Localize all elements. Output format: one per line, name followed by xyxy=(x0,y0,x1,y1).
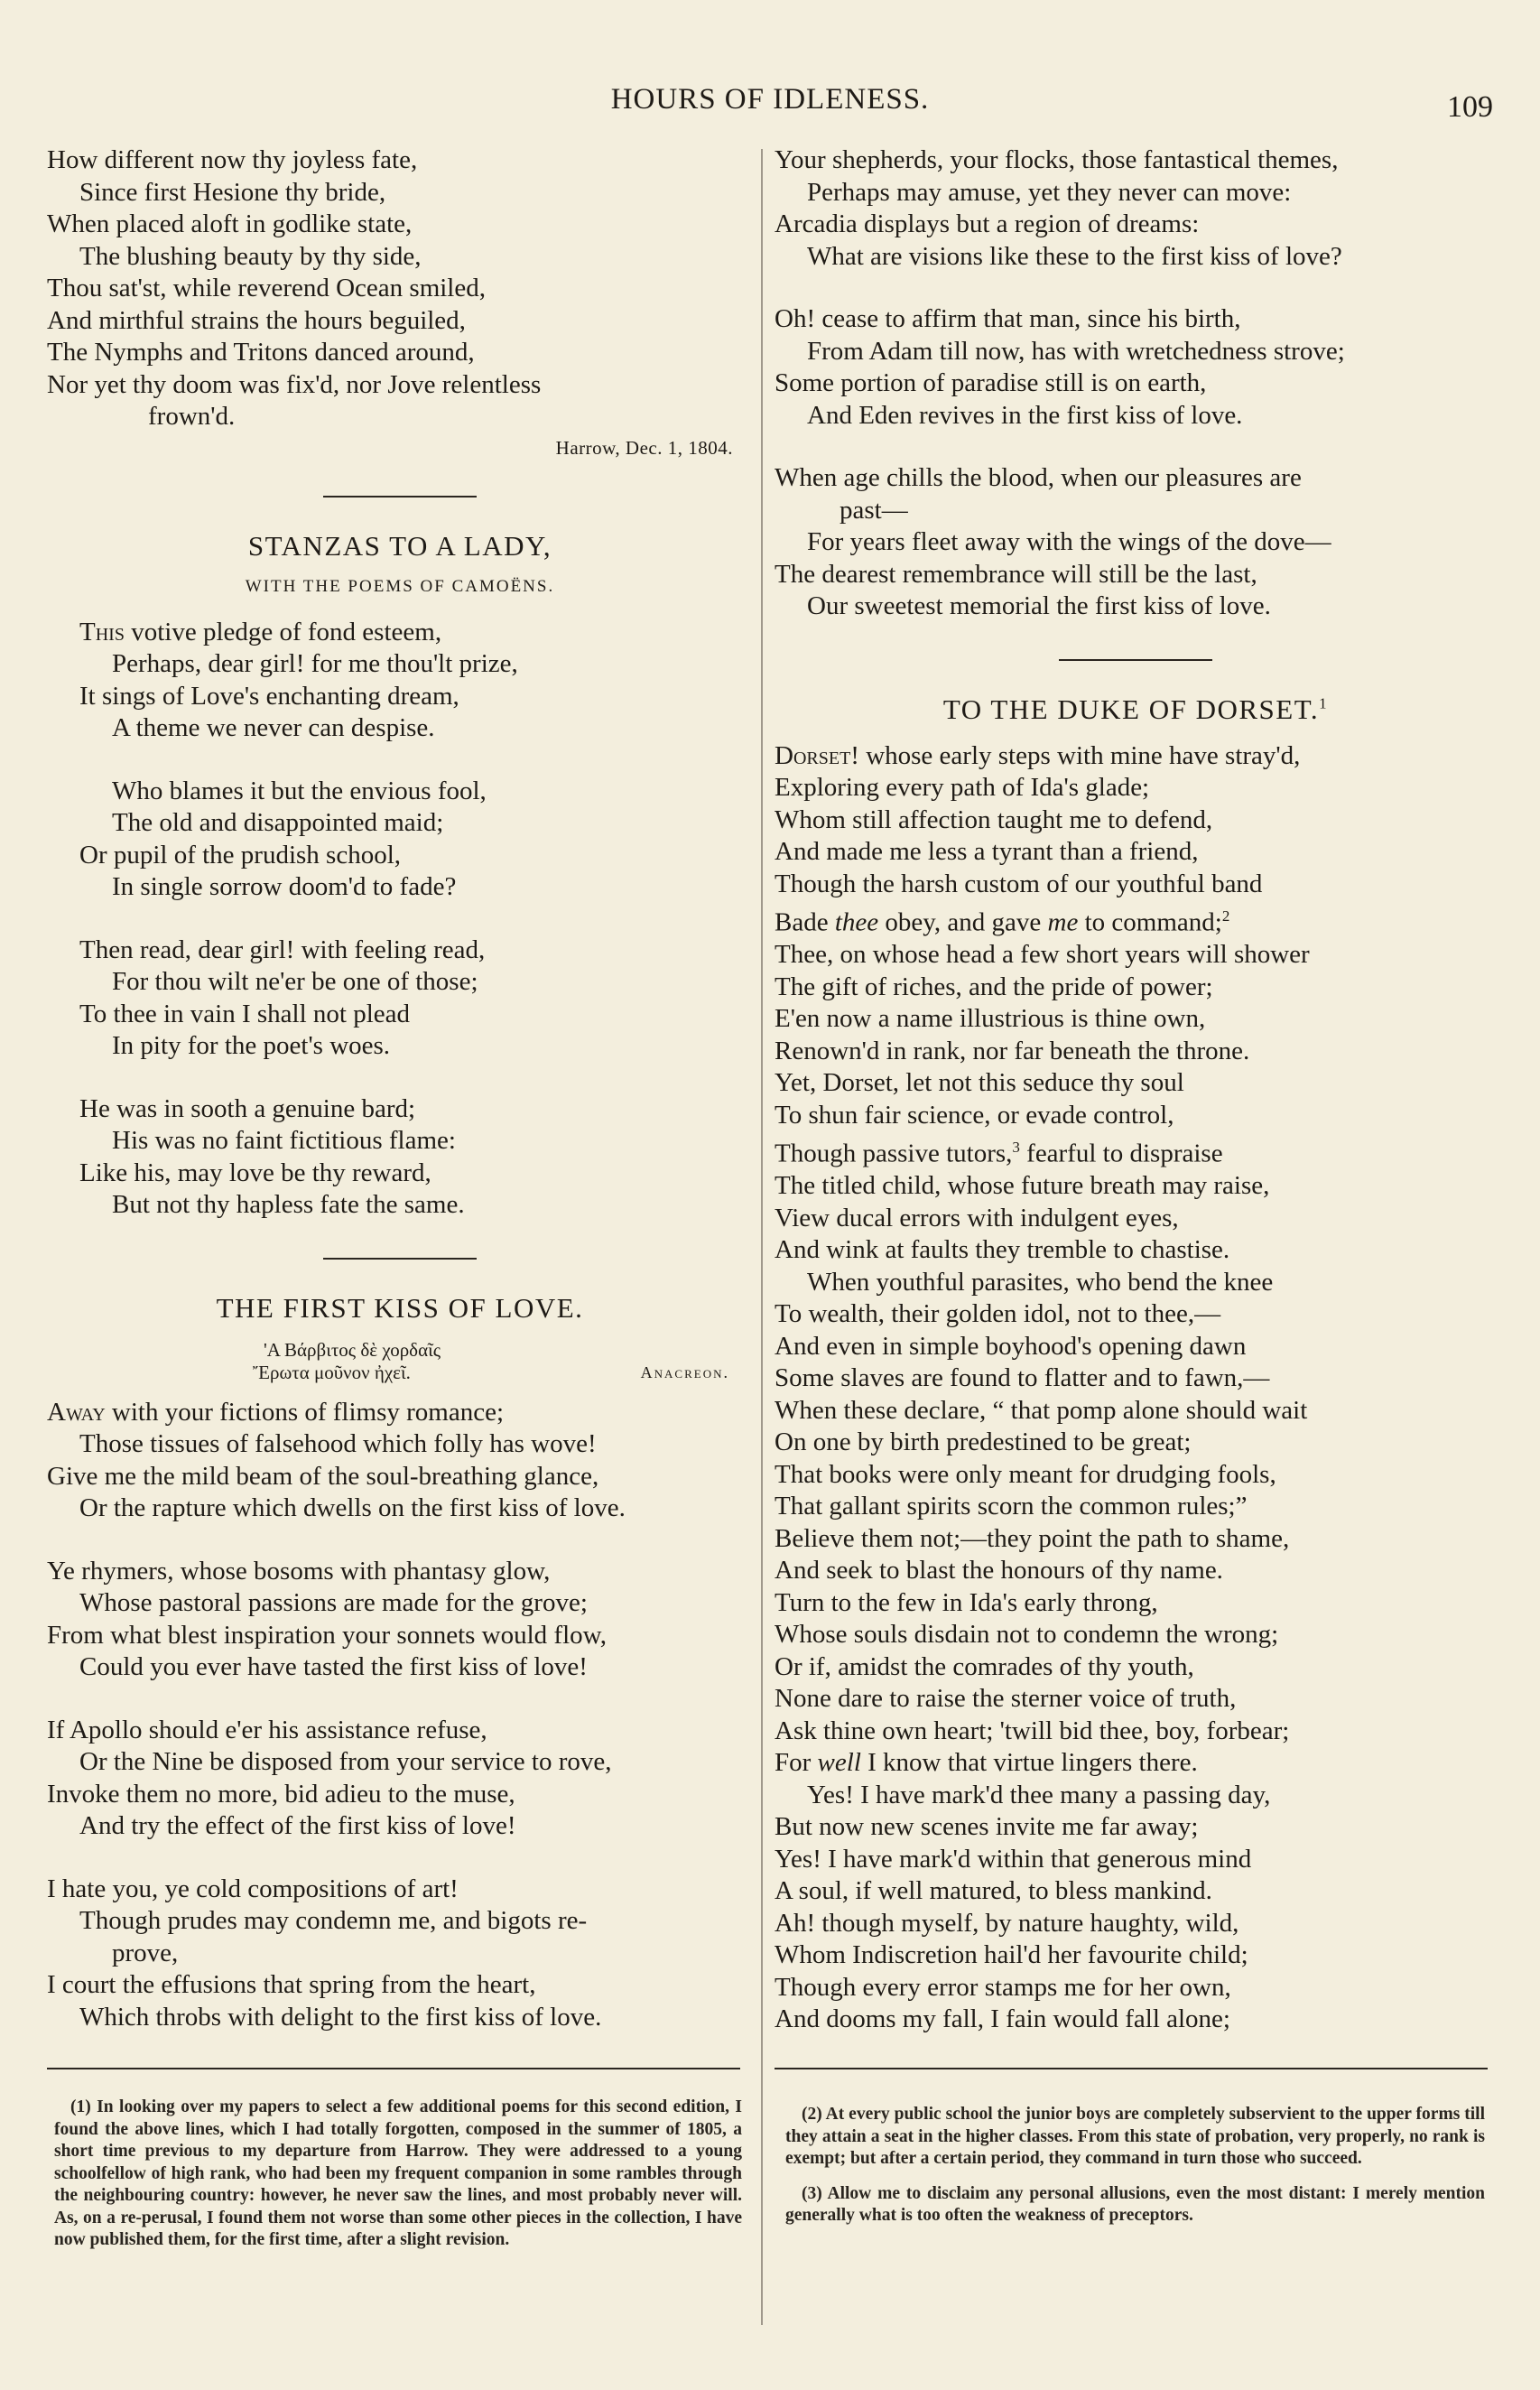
verse-line: And even in simple boyhood's opening dawn xyxy=(775,1331,1247,1361)
verse-line: In pity for the poet's woes. xyxy=(112,1031,391,1060)
verse-line: A theme we never can despise. xyxy=(112,713,435,742)
verse-line: Your shepherds, your flocks, those fantastical themes, xyxy=(775,145,1339,174)
verse-line: I court the effusions that spring from the heart, xyxy=(47,1970,536,1999)
verse-line: Those tissues of falsehood which folly has wove! xyxy=(79,1429,597,1458)
verse-line: Our sweetest memorial the first kiss of love. xyxy=(807,591,1271,620)
verse-line: Dorset! whose early steps with mine have stray'd, xyxy=(775,740,1301,770)
verse-line: Whom still affection taught me to defend, xyxy=(775,804,1213,834)
column-divider xyxy=(761,149,763,2325)
verse-line: Some portion of paradise still is on earth, xyxy=(775,368,1207,397)
footnote-ref: 1 xyxy=(1319,694,1329,712)
initial-word: This xyxy=(79,617,125,646)
verse-line: Whose pastoral passions are made for the grove; xyxy=(79,1588,588,1617)
verse-line: But not thy hapless fate the same. xyxy=(112,1190,465,1219)
verse-line: Bade thee obey, and gave me to command;$^2$ xyxy=(775,907,1230,937)
footnotes-right xyxy=(785,2104,1485,2240)
verse-line: Give me the mild beam of the soul-breathing glance, xyxy=(47,1461,599,1491)
right-column xyxy=(775,144,1497,2036)
verse-line: How different now thy joyless fate, xyxy=(47,145,418,174)
poem-title: THE FIRST KISS OF LOVE. xyxy=(216,1291,584,1324)
verse-line: Thee, on whose head a few short years will shower xyxy=(775,940,1310,970)
verse-line: When youthful parasites, who bend the knee xyxy=(807,1267,1274,1297)
verse-line: Though passive tutors,$^3$ fearful to dispraise xyxy=(775,1139,1223,1168)
verse-line: frown'd. xyxy=(148,402,236,431)
verse-line: When age chills the blood, when our pleasures are xyxy=(775,463,1302,492)
verse-line: Exploring every path of Ida's glade; xyxy=(775,773,1150,802)
verse-line: Or pupil of the prudish school, xyxy=(79,840,402,870)
verse-line: And mirthful strains the hours beguiled, xyxy=(47,305,466,335)
verse-line: From Adam till now, has with wretchedness strove; xyxy=(807,336,1345,366)
verse-line: The titled child, whose future breath may raise, xyxy=(775,1171,1270,1201)
poem-to-the-duke-of-dorset xyxy=(775,693,1497,2036)
verse-line: When placed aloft in godlike state, xyxy=(47,209,413,238)
footnote-1 xyxy=(54,2097,742,2264)
verse-line: He was in sooth a genuine bard; xyxy=(79,1093,416,1123)
verse-line: Though the harsh custom of our youthful band xyxy=(775,869,1263,898)
verse-line: Ye rhymers, whose bosoms with phantasy glow, xyxy=(47,1556,551,1586)
verse-line: Yes! I have mark'd within that generous mind xyxy=(775,1844,1252,1874)
place-date: Harrow, Dec. 1, 1804. xyxy=(555,436,733,459)
verse-line: That gallant spirits scorn the common rules;” xyxy=(775,1492,1248,1521)
footnote-2: (2) At every public school the junior boys are completely subservient to the upper forms till they attain a seat in the higher classes. From this state of probation, very properly, no rank is exempt; but after a certain period, they command in turn those who succeed. xyxy=(785,2105,1485,2168)
verse-line: Like his, may love be thy reward, xyxy=(79,1158,431,1187)
verse-line: To shun fair science, or evade control, xyxy=(775,1100,1174,1130)
left-column xyxy=(47,144,753,2033)
poem-fragment xyxy=(47,144,753,460)
verse-line: Nor yet thy doom was fix'd, nor Jove relentless xyxy=(47,369,542,399)
verse-line: Though every error stamps me for her own, xyxy=(775,1972,1231,2002)
verse-line: For thou wilt ne'er be one of those; xyxy=(112,967,478,996)
verse-line: For years fleet away with the wings of the dove— xyxy=(807,527,1331,556)
verse-line: Renown'd in rank, nor far beneath the throne. xyxy=(775,1036,1250,1065)
page-number: 109 xyxy=(1447,90,1493,124)
section-separator xyxy=(1059,659,1212,661)
verse-line: Yet, Dorset, let not this seduce thy soul xyxy=(775,1068,1184,1098)
verse-line: Thou sat'st, while reverend Ocean smiled, xyxy=(47,274,486,302)
verse-line: Oh! cease to affirm that man, since his birth, xyxy=(775,304,1241,333)
verse-line: prove, xyxy=(112,1938,179,1967)
verse-line: For well I know that virtue lingers there. xyxy=(775,1748,1198,1778)
verse-line: It sings of Love's enchanting dream, xyxy=(79,681,459,711)
verse-line: Ask thine own heart; 'twill bid thee, boy, forbear; xyxy=(775,1716,1290,1745)
verse-line: past— xyxy=(840,495,908,525)
verse-line: And seek to blast the honours of thy name. xyxy=(775,1556,1223,1586)
verse-line: On one by birth predestined to be great; xyxy=(775,1427,1192,1457)
initial-word: Dorset xyxy=(775,740,851,770)
verse-line: But now new scenes invite me far away; xyxy=(775,1812,1199,1842)
verse-line: The gift of riches, and the pride of power; xyxy=(775,972,1213,1001)
verse-line: To wealth, their golden idol, not to thee,— xyxy=(775,1299,1221,1329)
verse-line: From what blest inspiration your sonnets would flow, xyxy=(47,1620,607,1650)
verse-line: Perhaps, dear girl! for me thou'lt prize, xyxy=(112,649,518,678)
initial-word: Away xyxy=(47,1397,106,1427)
section-separator xyxy=(323,496,477,498)
section-separator xyxy=(323,1258,477,1260)
verse-line: Away with your fictions of flimsy romance; xyxy=(47,1397,505,1427)
verse-line: E'en now a name illustrious is thine own, xyxy=(775,1004,1206,1034)
verse-line: A soul, if well matured, to bless mankind. xyxy=(775,1876,1212,1906)
footnote-3: (3) Allow me to disclaim any personal allusions, even the most distant: I merely mention generally what is too often the weakness of preceptors. xyxy=(785,2183,1485,2225)
footnote-ref: 3 xyxy=(1012,1139,1020,1157)
verse-line: Or if, amidst the comrades of thy youth, xyxy=(775,1651,1194,1681)
poem-subtitle: WITH THE POEMS OF CAMOËNS. xyxy=(245,576,555,596)
poem-title: TO THE DUKE OF DORSET.$^1$ xyxy=(942,693,1329,725)
verse-line: Or the rapture which dwells on the first kiss of love. xyxy=(79,1493,626,1522)
verse-line: Some slaves are found to flatter and to fawn,— xyxy=(775,1363,1270,1393)
verse-line: Whom Indiscretion hail'd her favourite child; xyxy=(775,1940,1248,1970)
footnote-ref: 2 xyxy=(1221,907,1230,925)
verse-line: The old and disappointed maid; xyxy=(112,808,444,837)
verse-line: And dooms my fall, I fain would fall alone; xyxy=(775,2004,1230,2034)
epigraph-line: Ἔρωτα μοῦνον ἠχεῖ. xyxy=(253,1361,411,1383)
verse-line: When these declare, “ that pomp alone should wait xyxy=(775,1395,1308,1425)
verse-line: Whose souls disdain not to condemn the wrong; xyxy=(775,1620,1279,1650)
verse-line: Arcadia displays but a region of dreams: xyxy=(775,209,1200,238)
verse-line: And Eden revives in the first kiss of love. xyxy=(807,400,1243,430)
verse-line: The Nymphs and Tritons danced around, xyxy=(47,338,475,367)
verse-line: To thee in vain I shall not plead xyxy=(79,999,411,1028)
verse-line: Then read, dear girl! with feeling read, xyxy=(79,935,486,964)
poem-first-kiss-of-love xyxy=(47,1292,753,2034)
running-title: HOURS OF IDLENESS. xyxy=(610,83,930,116)
poem-title: STANZAS TO A LADY, xyxy=(247,529,552,562)
verse-line: None dare to raise the sterner voice of truth, xyxy=(775,1684,1237,1714)
footnote-text: (1) In looking over my papers to select a few additional poems for this second edition, I found the above lines, which I had totally forgotten, composed in the summer of 1805, a short time previous to my departure from Harrow. They were addressed to a young schoolfellow of high rank, who had been my frequent companion in some rambles through the neighbouring country: however, he never saw the lines, and most probably never will. As, on a re-perusal, I found them not worse than some other pieces in the collection, I have now published them, for the first time, after a slight revision. xyxy=(54,2097,742,2249)
verse-line: And try the effect of the first kiss of love! xyxy=(79,1811,516,1840)
verse-line: This votive pledge of fond esteem, xyxy=(79,617,442,646)
verse-line: Who blames it but the envious fool, xyxy=(112,776,487,805)
verse-line: I hate you, ye cold compositions of art! xyxy=(47,1874,459,1903)
verse-line: Yes! I have mark'd thee many a passing day, xyxy=(807,1780,1271,1809)
verse-line: Ah! though myself, by nature haughty, wild, xyxy=(775,1908,1239,1938)
verse-line: And wink at faults they tremble to chastise. xyxy=(775,1235,1230,1265)
verse-line: Turn to the few in Ida's early throng, xyxy=(775,1587,1158,1617)
verse-line: Which throbs with delight to the first kiss of love. xyxy=(79,2002,602,2032)
verse-line: Invoke them no more, bid adieu to the muse, xyxy=(47,1779,515,1809)
verse-line: Perhaps may amuse, yet they never can move: xyxy=(807,177,1292,207)
verse-line: Could you ever have tasted the first kiss of love! xyxy=(79,1652,588,1681)
verse-line: And made me less a tyrant than a friend, xyxy=(775,837,1199,866)
verse-line: What are visions like these to the first kiss of love? xyxy=(807,241,1342,271)
verse-line: In single sorrow doom'd to fade? xyxy=(112,872,457,901)
verse-line: Since first Hesione thy bride, xyxy=(79,177,386,207)
poem-stanzas-to-a-lady xyxy=(47,530,753,1222)
footnote-rule xyxy=(47,2068,740,2069)
verse-line: Or the Nine be disposed from your service to rove, xyxy=(79,1747,612,1776)
page-header xyxy=(0,83,1540,124)
verse-line: Believe them not;—they point the path to shame, xyxy=(775,1523,1290,1553)
verse-line: The blushing beauty by thy side, xyxy=(79,241,422,271)
verse-line: View ducal errors with indulgent eyes, xyxy=(775,1203,1179,1232)
epigraph xyxy=(47,1339,753,1384)
poem-first-kiss-continued xyxy=(775,144,1497,623)
verse-line: Though prudes may condemn me, and bigots re- xyxy=(79,1906,588,1935)
verse-line: His was no faint fictitious flame: xyxy=(112,1126,456,1155)
verse-line: The dearest remembrance will still be the last, xyxy=(775,559,1257,589)
epigraph-author: Anacreon. xyxy=(640,1362,729,1381)
verse-line: If Apollo should e'er his assistance refuse, xyxy=(47,1715,487,1744)
footnote-rule xyxy=(775,2068,1488,2069)
verse-line: That books were only meant for drudging fools, xyxy=(775,1459,1276,1489)
epigraph-line: 'Α Βάρβιτος δὲ χορδαῖς xyxy=(264,1338,441,1361)
